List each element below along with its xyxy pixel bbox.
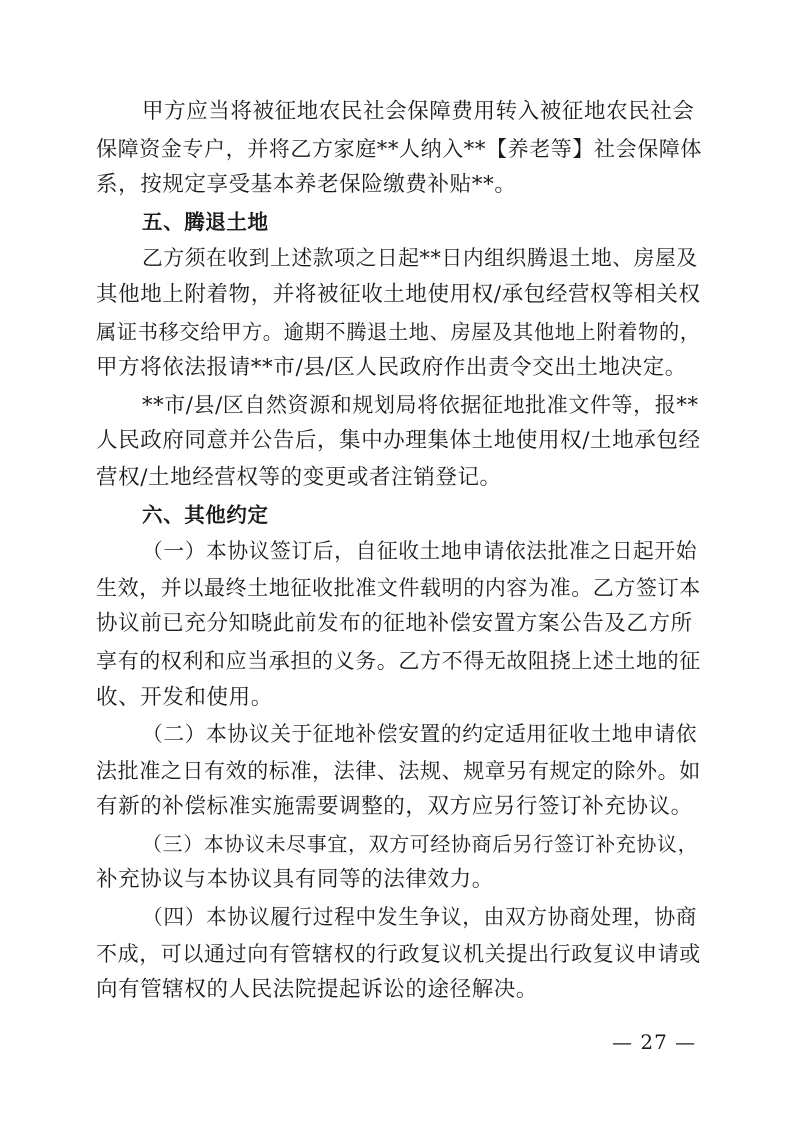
text-line: 系，按规定享受基本养老保险缴费补贴**。 <box>96 172 517 198</box>
text-line: 向有管辖权的人民法院提起诉讼的途径解决。 <box>96 977 539 1003</box>
text-line: （一）本协议签订后，自征收土地申请依法批准之日起开始 <box>142 539 698 564</box>
section-heading: 六、其他约定 <box>142 502 269 527</box>
text-line: 收、开发和使用。 <box>96 684 273 710</box>
text-line: 生效，并以最终土地征收批准文件载明的内容为准。乙方签订本 <box>96 575 701 600</box>
text-line: 营权/土地经营权等的变更或者注销登记。 <box>96 464 502 490</box>
text-line: 享有的权利和应当承担的义务。乙方不得无故阻挠上述土地的征 <box>96 648 701 673</box>
text-line: （二）本协议关于征地补偿安置的约定适用征收土地申请依 <box>142 722 698 747</box>
text-line: 属证书移交给甲方。逾期不腾退土地、房屋及其他地上附着物的， <box>96 319 701 344</box>
document-body <box>96 94 702 1009</box>
text-line: 补充协议与本协议具有同等的法律效力。 <box>96 867 494 893</box>
section-heading: 五、腾退土地 <box>142 209 269 234</box>
text-line: 保障资金专户，并将乙方家庭**人纳入**【养老等】社会保障体 <box>96 136 702 161</box>
text-line: 甲方应当将被征地农民社会保障费用转入被征地农民社会 <box>142 99 695 124</box>
text-line: **市/县/区自然资源和规划局将依据征地批准文件等，报** <box>142 392 699 417</box>
text-line: 协议前已充分知晓此前发布的征地补偿安置方案公告及乙方所 <box>96 611 693 637</box>
text-line: 人民政府同意并公告后，集中办理集体土地使用权/土地承包经 <box>96 428 701 454</box>
text-line: （四）本协议履行过程中发生争议，由双方协商处理，协商 <box>142 905 698 930</box>
text-line: （三）本协议未尽事宜，双方可经协商后另行签订补充协议， <box>142 831 699 856</box>
text-line: 法批准之日有效的标准，法律、法规、规章另有规定的除外。如 <box>96 758 701 783</box>
text-line: 甲方将依法报请**市/县/区人民政府作出责令交出土地决定。 <box>96 355 687 381</box>
text-line: 乙方须在收到上述款项之日起**日内组织腾退土地、房屋及 <box>142 246 698 271</box>
text-line: 有新的补偿标准实施需要调整的，双方应另行签订补充协议。 <box>96 794 693 820</box>
page-number: — 27 — <box>612 1030 697 1054</box>
text-line: 不成，可以通过向有管辖权的行政复议机关提出行政复议申请或 <box>96 941 701 966</box>
text-line: 其他地上附着物，并将被征收土地使用权/承包经营权等相关权 <box>96 281 701 307</box>
